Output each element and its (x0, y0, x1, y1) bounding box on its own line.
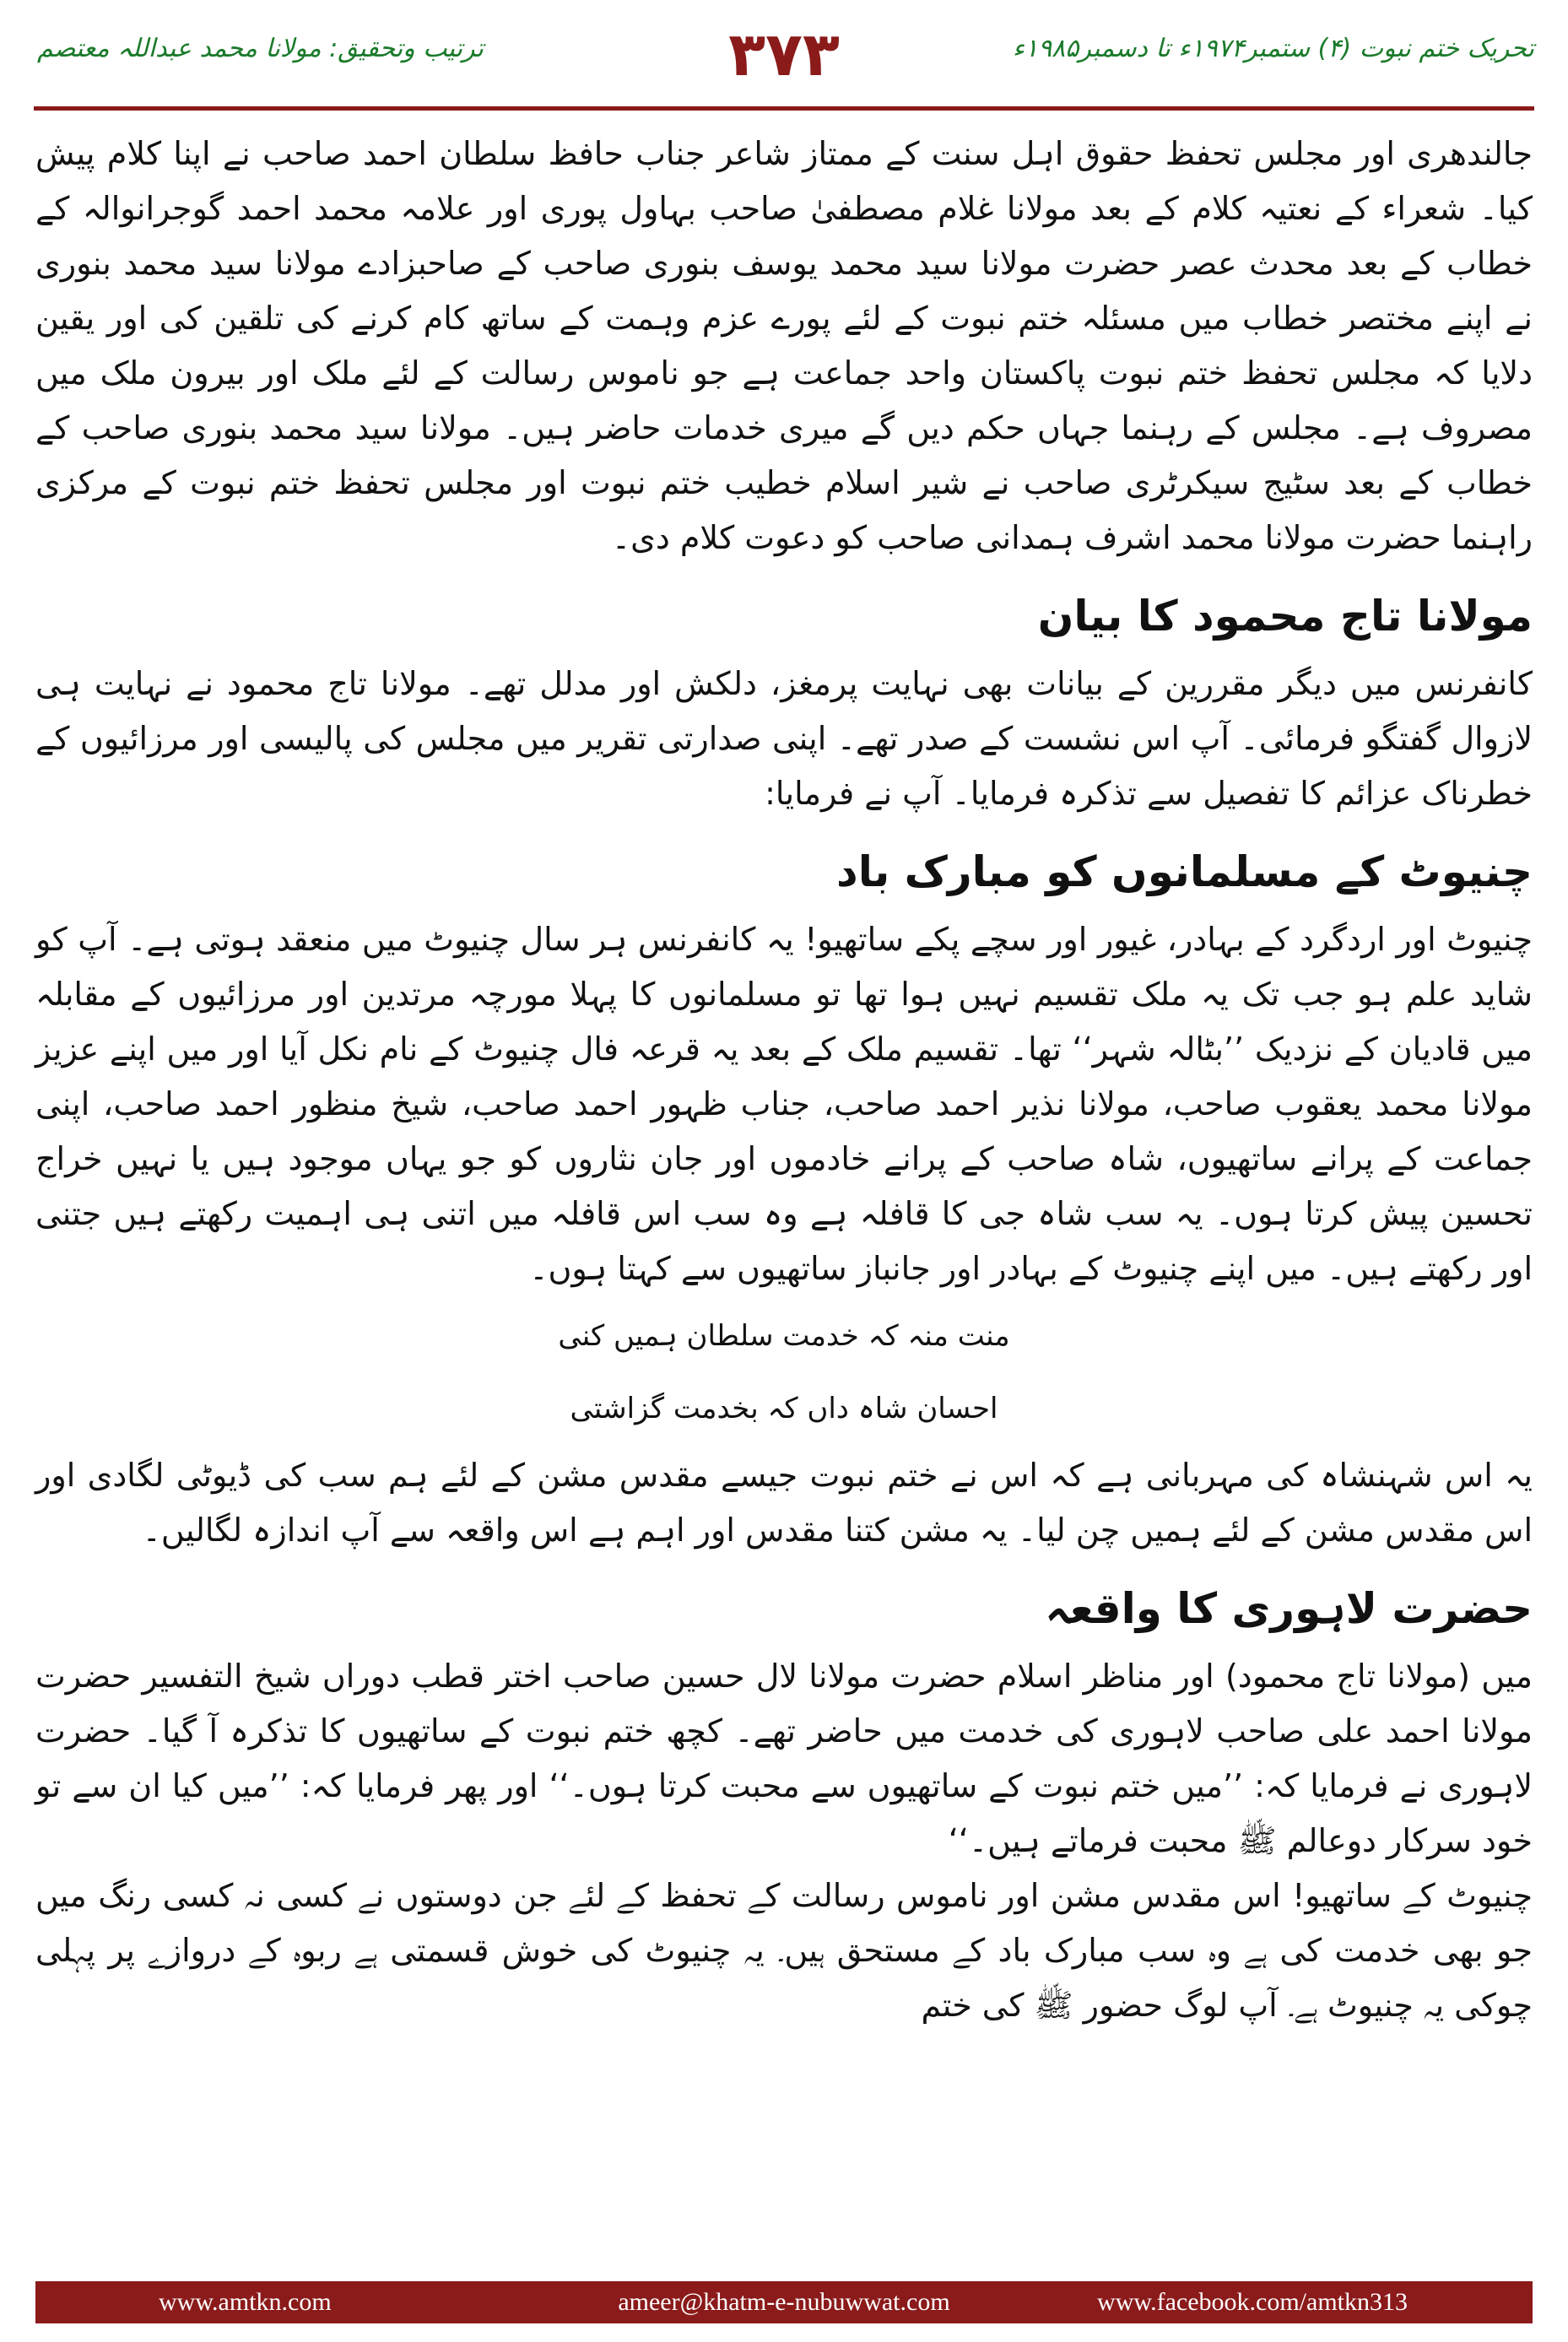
poem-couplet (35, 1300, 1533, 1445)
section-heading-lahori: حضرت لاہوری کا واقعہ (1045, 1584, 1533, 1633)
compiler-credit: ترتیب وتحقیق: مولانا محمد عبداللہ معتصم (37, 34, 484, 63)
section-heading-chiniot: چنیوٹ کے مسلمانوں کو مبارک باد (836, 847, 1533, 896)
section-paragraph: چنیوٹ کے ساتھیو! اس مقدس مشن اور ناموس رسالت کے تحفظ کے لئے جن دوستوں نے کسی نہ کسی رنگ میں جو بھی خدمت کی ہے وہ سب مبارک باد کے مستحق ہیں۔ یہ چنیوٹ کی خوش قسمتی ہے ربوہ کے دروازے پر پہلی چوکی یہ چنیوٹ ہے۔ آپ لوگ حضور ﷺ کی ختم (35, 1877, 1533, 2024)
facebook-link[interactable]: www.facebook.com/amtkn313 (1097, 2288, 1408, 2316)
page-number: ۳۷۳ (728, 19, 840, 89)
page-body (35, 127, 1533, 2033)
section-paragraph: کانفرنس میں دیگر مقررین کے بیانات بھی نہایت پرمغز، دلکش اور مدلل تھے۔ مولانا تاج محمود نے نہایت ہی لازوال گفتگو فرمائی۔ آپ اس نشست کے صدر تھے۔ اپنی صدارتی تقریر میں مجلس کی پالیسی اور مرزائیوں کے خطرناک عزائم کا تفصیل سے تذکرہ فرمایا۔ آپ نے فرمایا: (35, 665, 1533, 812)
intro-paragraph: جالندھری اور مجلس تحفظ حقوق اہل سنت کے ممتاز شاعر جناب حافظ سلطان احمد صاحب نے اپنا کلام پیش کیا۔ شعراء کے نعتیہ کلام کے بعد مولانا غلام مصطفیٰ صاحب بہاول پوری اور علامہ محمد احمد گوجرانوالہ کے خطاب کے بعد محدث عصر حضرت مولانا سید محمد یوسف بنوری صاحب کے صاحبزادے مولانا سید محمد بنوری نے اپنے مختصر خطاب میں مسئلہ ختم نبوت کے لئے پورے عزم وہمت کے ساتھ کام کرنے کی تلقین کی اور یقین دلایا کہ مجلس تحفظ ختم نبوت پاکستان واحد جماعت ہے جو ناموس رسالت کے لئے ملک اور بیرون ملک میں مصروف ہے۔ مجلس کے رہنما جہاں حکم دیں گے میری خدمات حاضر ہیں۔ مولانا سید محمد بنوری صاحب کے خطاب کے بعد سٹیج سیکرٹری صاحب نے شیر اسلام خطیب ختم نبوت اور مجلس تحفظ ختم نبوت کے مرکزی راہنما حضرت مولانا محمد اشرف ہمدانی صاحب کو دعوت کلام دی۔ (35, 135, 1533, 556)
header-divider (34, 106, 1534, 111)
section-paragraph: یہ اس شہنشاہ کی مہربانی ہے کہ اس نے ختم نبوت جیسے مقدس مشن کے لئے ہم سب کی ڈیوٹی لگادی اور اس مقدس مشن کے لئے ہمیں چن لیا۔ یہ مشن کتنا مقدس اور اہم ہے اس واقعہ سے آپ اندازہ لگالیں۔ (35, 1457, 1533, 1549)
section-paragraph: چنیوٹ اور اردگرد کے بہادر، غیور اور سچے پکے ساتھیو! یہ کانفرنس ہر سال چنیوٹ میں منعقد ہوتی ہے۔ آپ کو شاید علم ہو جب تک یہ ملک تقسیم نہیں ہوا تھا تو مسلمانوں کا پہلا مورچہ مرتدین اور مرزائیوں کے مقابلہ میں قادیان کے نزدیک ’’بٹالہ شہر‘‘ تھا۔ تقسیم ملک کے بعد یہ قرعہ فال چنیوٹ کے نام نکل آیا اور میں اپنے عزیز مولانا محمد یعقوب صاحب، مولانا نذیر احمد صاحب، جناب ظہور احمد صاحب، شیخ منظور احمد صاحب، اپنی جماعت کے پرانے ساتھیوں، شاہ صاحب کے پرانے خادموں اور جان نثاروں کو جو یہاں موجود ہیں یا نہیں خراج تحسین پیش کرتا ہوں۔ یہ سب شاہ جی کا قافلہ ہے وہ سب اس قافلہ میں اتنی ہی اہمیت رکھتے ہیں جتنی اور رکھتے ہیں۔ میں اپنے چنیوٹ کے بہادر اور جانباز ساتھیوں سے کہتا ہوں۔ (35, 921, 1533, 1287)
book-title: تحریک ختم نبوت (۴) ستمبر۱۹۷۴ء تا دسمبر۱۹۸۵ء (1012, 34, 1534, 63)
page-header (0, 0, 1568, 100)
poem-line: احسان شاہ داں کہ بخدمت گزاشتی (570, 1392, 998, 1425)
page-footer (35, 2281, 1533, 2323)
section-heading-taj-mahmood: مولانا تاج محمود کا بیان (1037, 592, 1533, 641)
section-paragraph: میں (مولانا تاج محمود) اور مناظر اسلام حضرت مولانا لال حسین صاحب اختر قطب دوراں شیخ التفسیر حضرت مولانا احمد علی صاحب لاہوری کی خدمت میں حاضر تھے۔ کچھ ختم نبوت کے ساتھیوں کا تذکرہ آ گیا۔ حضرت لاہوری نے فرمایا کہ: ’’میں ختم نبوت کے ساتھیوں سے محبت کرتا ہوں۔‘‘ اور پھر فرمایا کہ: ’’میں کیا ان سے تو خود سرکار دوعالم ﷺ محبت فرماتے ہیں۔‘‘ (35, 1658, 1533, 1859)
poem-line: منت منہ کہ خدمت سلطان ہمیں کنی (558, 1319, 1010, 1353)
email-link[interactable]: ameer@khatm-e-nubuwwat.com (618, 2288, 950, 2316)
website-link[interactable]: www.amtkn.com (159, 2288, 332, 2316)
